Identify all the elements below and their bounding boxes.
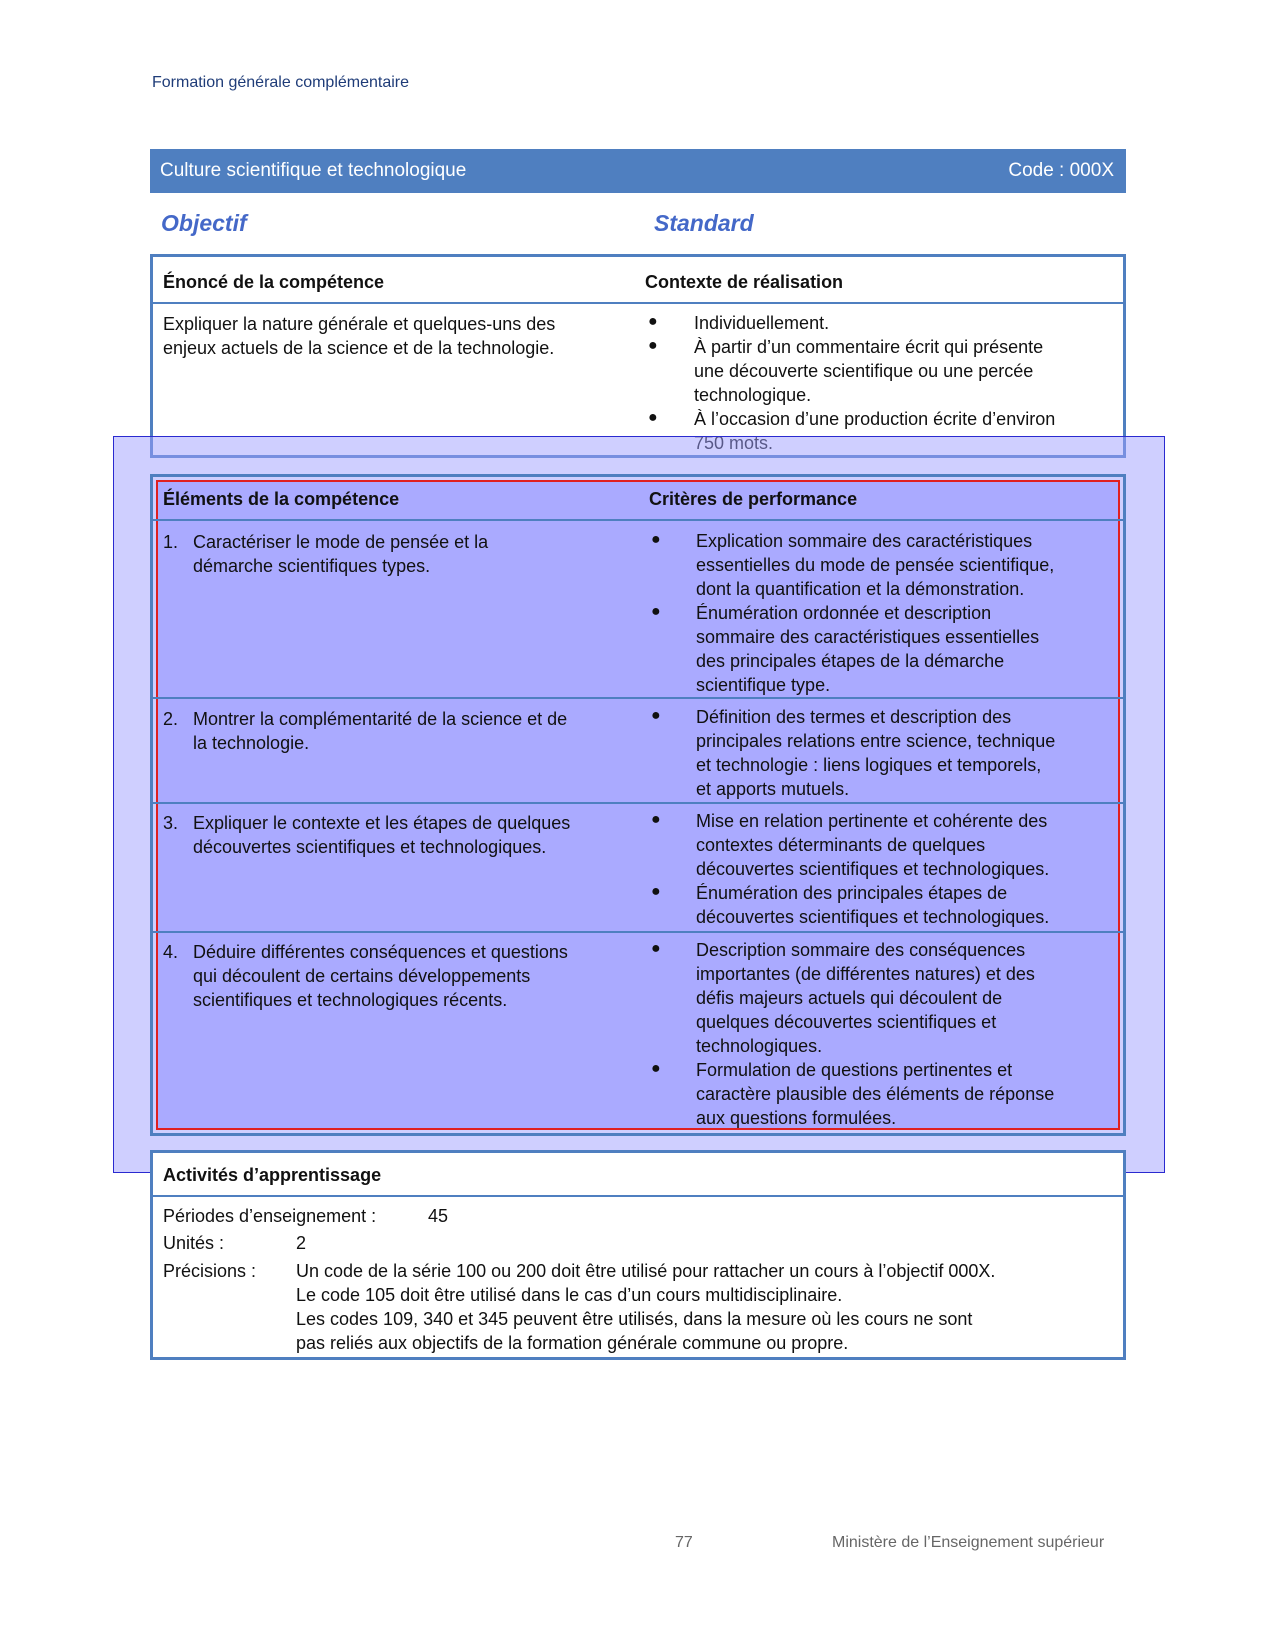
element-text: Expliquer le contexte et les étapes de quelques découvertes scientifiques et technologiques. [193,813,571,857]
context-header: Contexte de réalisation [645,272,844,292]
course-code: Code : 000X [1008,160,1114,181]
criterion: Formulation de questions pertinentes et caractère plausible des éléments de réponse aux questions formulées. [696,1060,1055,1128]
context-item: Individuellement. [694,313,830,333]
subhead-standard: Standard [654,210,754,236]
footer-ministry: Ministère de l’Enseignement supérieur [832,1534,1105,1551]
criterion: Explication sommaire des caractéristiques essentielles du mode de pensée scientifique, dont la quantification et la démonstration. [696,531,1055,599]
activities-header: Activités d’apprentissage [163,1165,382,1185]
element-text: Caractériser le mode de pensée et la démarche scientifiques types. [193,532,489,576]
criterion: Mise en relation pertinente et cohérente des contextes déterminants de quelques découvertes scientifiques et technologiques. [696,811,1050,879]
context-item: À l’occasion d’une production écrite d’environ [694,409,1056,429]
criteria-header: Critères de performance [649,489,858,509]
elements-header: Éléments de la compétence [163,489,400,509]
element-text: Déduire différentes conséquences et questions qui découlent de certains développements scientifiques et technologiques récents. [193,942,568,1010]
element-number: 2. [163,709,179,729]
element-number: 3. [163,813,179,833]
precisions-text: Un code de la série 100 ou 200 doit être utilisé pour rattacher un cours à l’objectif 000X. Le code 105 doit être utilisé dans le cas d’un cours multidisciplinaire. Les codes 109, 340 et 345 peuvent être utilisés, dans la mesure où les cours ne sont pas reliés aux objectifs de la formation générale commune ou propre. [296,1261,996,1353]
criterion: Description sommaire des conséquences importantes (de différentes natures) et des défis majeurs actuels qui découlent de quelques découvertes scientifiques et technologiques. [696,940,1035,1056]
criterion: Définition des termes et description des principales relations entre science, technique et technologie : liens logiques et temporels, et apports mutuels. [696,707,1056,799]
page-number: 77 [675,1534,693,1551]
performance-table: Éléments de la compétence Critères de performance 1. Caractériser le mode de pensée et la démarche scientifiques types. ● Explication sommaire des caractéristiques essentielles du mode de pensée scientifique, dont la quantification et la démonstration. ● Énumération ordonnée et description sommaire des caractéristiques essentielles des principales étapes de la démarche scientifique type. 2. Montrer la complémentarité de la science et de la technologie. ● Définition des termes et description des principales relations entre science, technique et technologie : liens logiques et temporels, et apports mutuels. 3. Expliquer le contexte et les étapes de quelques découvertes scientifiques et technologiques. ● Mise en relation pertinente et cohérente des contextes déterminants de quelques découvertes scientifiques et technologiques. ● Énumération des principales étapes de découvertes scientifiques et technologiques. 4. Déduire différentes conséquences et questions qui découlent de certains développements scientifiques et technologiques récents. ● Description sommaire des conséquences importantes (de différentes natures) et des défis majeurs actuels qui découlent de quelques découvertes scientifiques et technologiques. ● Formulation de questions pertinentes et caractère plausible des éléments de réponse aux questions formulées. [150,474,1126,1136]
competence-header: Énoncé de la compétence [163,272,385,292]
subhead-objectif: Objectif [161,210,247,236]
periods-value: 45 [428,1206,449,1226]
context-item: À partir d’un commentaire écrit qui présente une découverte scientifique ou une percée technologique. [694,337,1044,405]
element-text: Montrer la complémentarité de la science et de la technologie. [193,709,568,753]
precisions-label: Précisions : [163,1261,257,1281]
criterion: Énumération ordonnée et description sommaire des caractéristiques essentielles des principales étapes de la démarche scientifique type. [696,603,1040,695]
page-header: Formation générale complémentaire [152,74,410,91]
element-number: 4. [163,942,179,962]
periods-label: Périodes d’enseignement : [163,1206,377,1226]
criterion: Énumération des principales étapes de découvertes scientifiques et technologiques. [696,883,1050,927]
element-number: 1. [163,532,179,552]
units-label: Unités : [163,1233,225,1253]
units-value: 2 [296,1233,307,1253]
competence-box: Énoncé de la compétence Contexte de réalisation Expliquer la nature générale et quelques-uns des enjeux actuels de la science et de la technologie. ● Individuellement. ● À partir d’un commentaire écrit qui présente une découverte scientifique ou une percée technologique. ● À l’occasion d’une production écrite d’environ [150,254,1126,458]
course-title: Culture scientifique et technologique [160,160,467,181]
activities-box [150,1150,1126,1360]
title-bar [150,149,1126,193]
competence-statement: Expliquer la nature générale et quelques-uns des enjeux actuels de la science et de la technologie. [163,314,556,358]
